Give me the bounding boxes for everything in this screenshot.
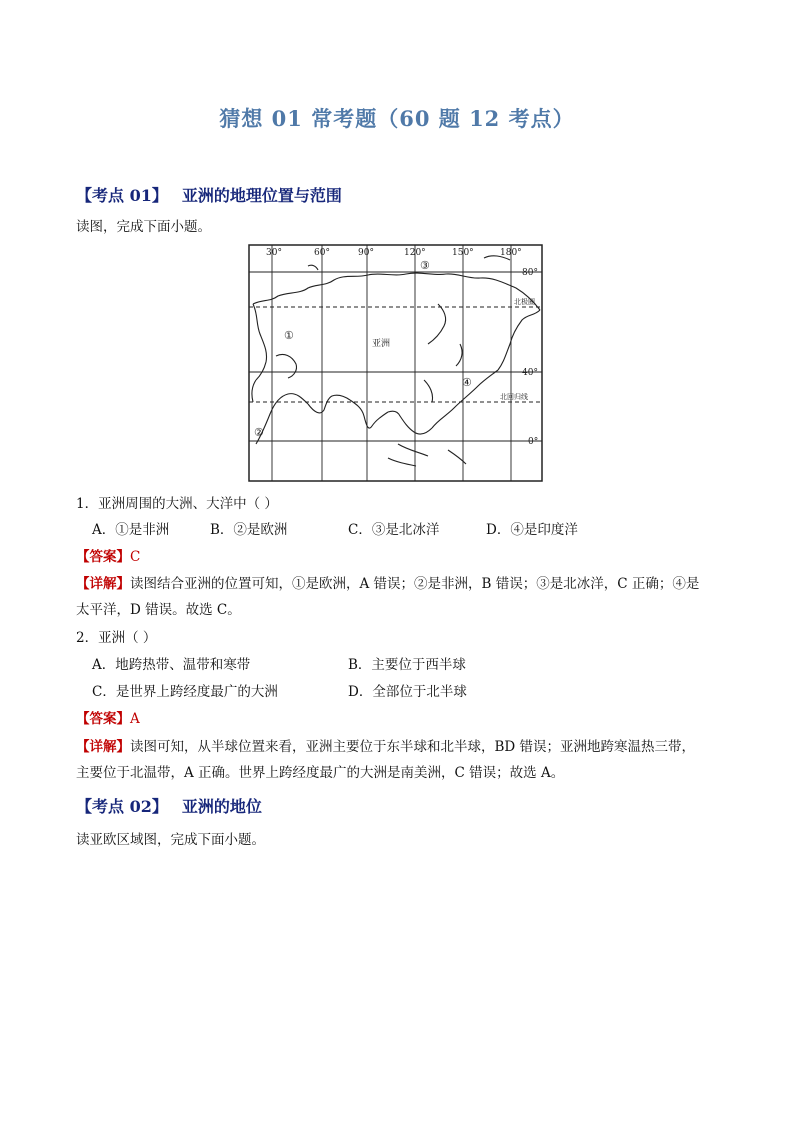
explanation-line: 读图可知，从半球位置来看，亚洲主要位于东半球和北半球，BD 错误；亚洲地跨寒温热三带，	[130, 739, 696, 755]
longitude-label: 180°	[500, 248, 522, 258]
answer-1	[76, 547, 140, 567]
explanation-line: 读图结合亚洲的位置可知，①是欧洲，A 错误；②是非洲，B 错误；③是北冰洋，C 正确；④是	[130, 576, 700, 592]
explanation-2	[76, 737, 726, 757]
marker-1: ①	[284, 329, 294, 342]
marker-3: ③	[420, 259, 430, 272]
question-1-stem: 1．亚洲周围的大洲、大洋中（ ）	[76, 496, 278, 512]
intro-text: 读亚欧区域图，完成下面小题。	[76, 832, 265, 848]
explanation-1-cont: 太平洋，D 错误。故选 C。	[76, 602, 241, 618]
option-d: D．全部位于北半球	[348, 684, 467, 700]
answer-label: 【答案】	[76, 549, 130, 565]
section-number: 【考点 02】	[76, 797, 168, 816]
section-name: 亚洲的地理位置与范围	[181, 186, 342, 205]
marker-4: ④	[462, 376, 472, 389]
page-title: 猜想 01 常考题（60 题 12 考点）	[219, 106, 575, 131]
option-a: A．①是非洲	[92, 522, 170, 538]
arctic-circle-label: 北极圈	[514, 298, 535, 306]
section-name: 亚洲的地位	[181, 797, 262, 816]
intro-text: 读图，完成下面小题。	[76, 219, 211, 235]
asia-map-figure	[248, 244, 543, 482]
answer-value: C	[130, 549, 141, 565]
explanation-label: 【详解】	[76, 739, 130, 755]
latitude-label: 0°	[528, 437, 539, 447]
question-1-options	[92, 520, 732, 540]
answer-value: A	[130, 711, 140, 727]
section-number: 【考点 01】	[76, 186, 168, 205]
section-heading-02	[76, 794, 262, 817]
latitude-label: 40°	[522, 368, 538, 378]
option-d: D．④是印度洋	[486, 522, 578, 538]
marker-2: ②	[254, 426, 264, 439]
option-b: B．主要位于西半球	[348, 657, 466, 673]
longitude-label: 60°	[314, 248, 330, 258]
tropic-label: 北回归线	[500, 393, 528, 401]
option-c: C．③是北冰洋	[348, 522, 440, 538]
option-c: C．是世界上跨经度最广的大洲	[92, 684, 278, 700]
explanation-1	[76, 574, 726, 594]
option-a: A．地跨热带、温带和寒带	[92, 657, 251, 673]
longitude-label: 90°	[358, 248, 374, 258]
explanation-label: 【详解】	[76, 576, 130, 592]
longitude-label: 150°	[452, 248, 474, 258]
asia-label: 亚洲	[372, 339, 391, 349]
explanation-2-cont: 主要位于北温带，A 正确。世界上跨经度最广的大洲是南美洲，C 错误；故选 A。	[76, 765, 565, 781]
longitude-label: 120°	[404, 248, 426, 258]
option-b: B．②是欧洲	[210, 522, 288, 538]
answer-2	[76, 709, 140, 729]
answer-label: 【答案】	[76, 711, 130, 727]
latitude-label: 80°	[522, 268, 538, 278]
question-2-stem: 2．亚洲（ ）	[76, 630, 157, 646]
section-heading-01	[76, 183, 342, 206]
longitude-label: 30°	[266, 248, 282, 258]
